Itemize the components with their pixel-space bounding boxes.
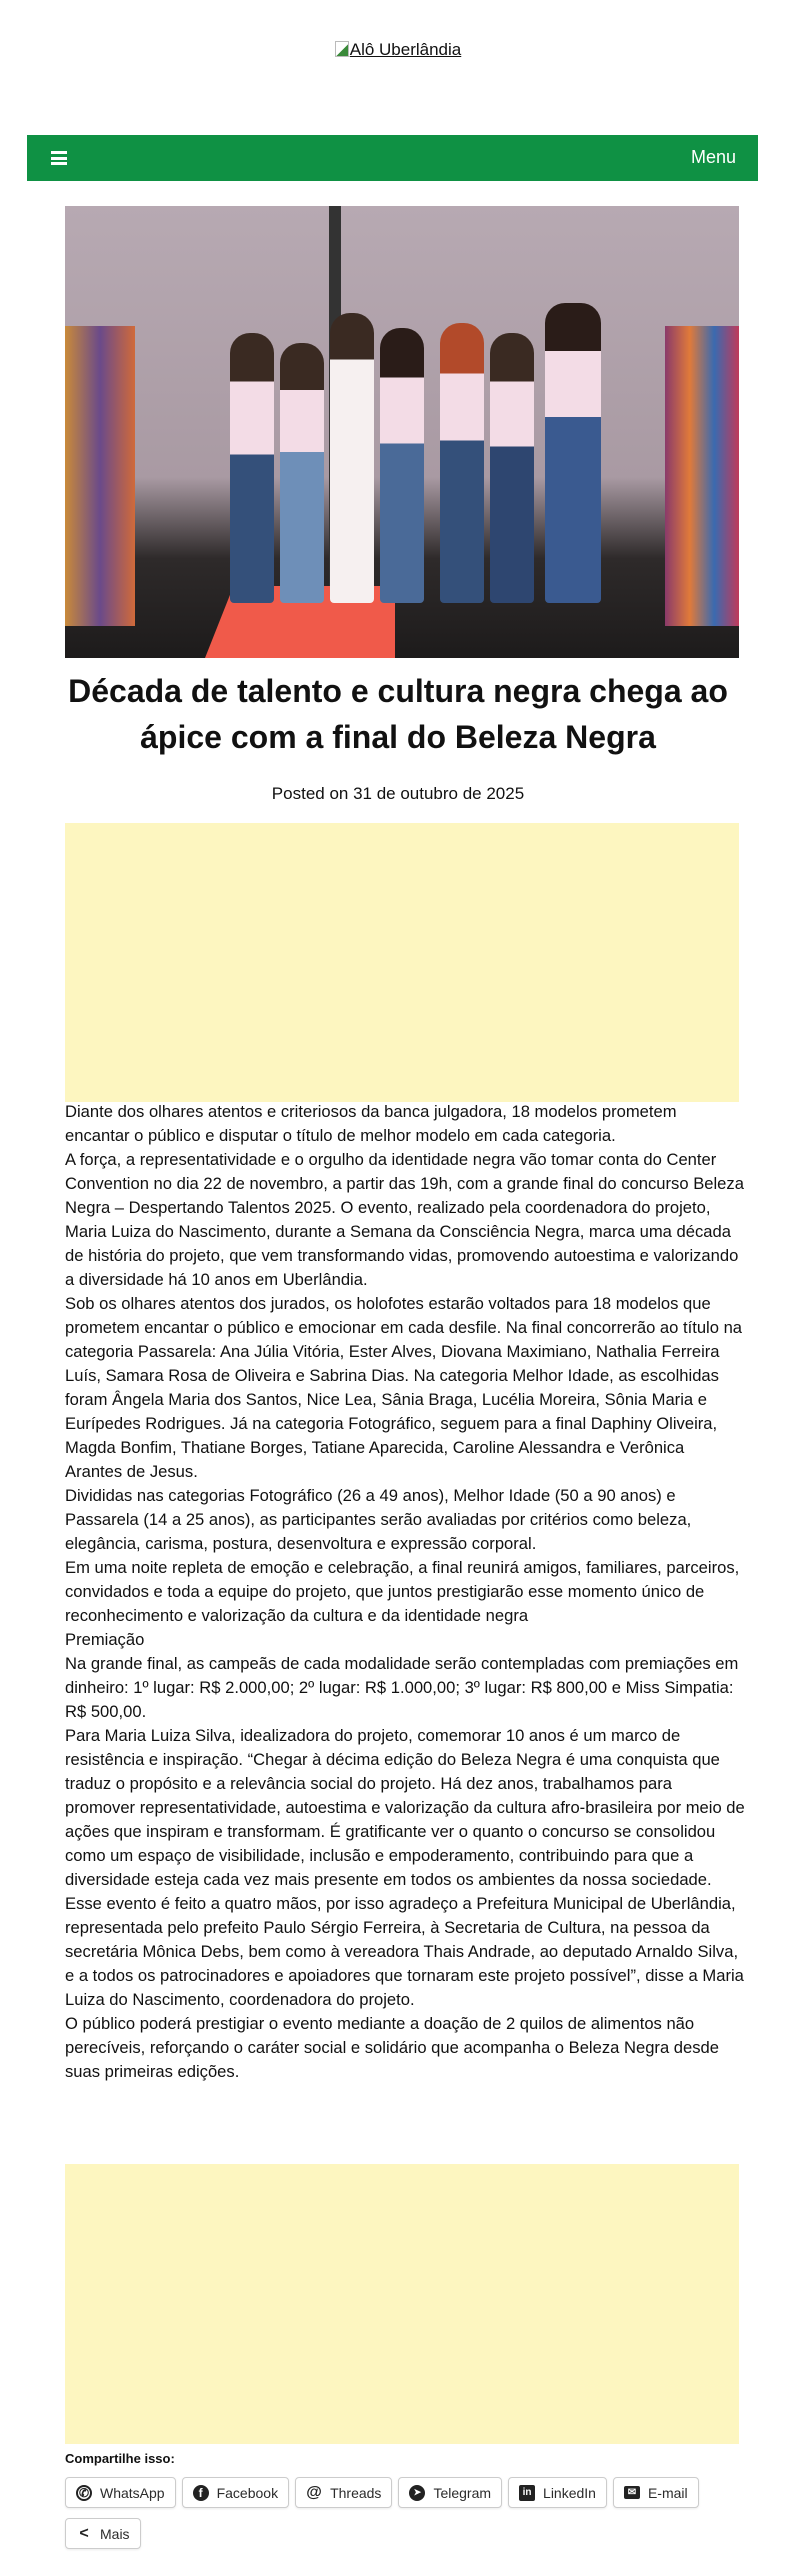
button-label: WhatsApp bbox=[100, 2484, 165, 2501]
share-threads-button[interactable] bbox=[295, 2477, 392, 2508]
hamburger-icon[interactable] bbox=[51, 151, 67, 165]
button-label: Facebook bbox=[216, 2484, 279, 2501]
button-label: LinkedIn bbox=[543, 2484, 596, 2501]
menu-toggle[interactable]: Menu bbox=[690, 147, 736, 167]
button-label: Telegram bbox=[433, 2484, 492, 2501]
paragraph: O público poderá prestigiar o evento mediante a doação de 2 quilos de alimentos não perecíveis, reforçando o caráter social e solidário que acompanha o Beleza Negra desde suas primeiras edições. bbox=[65, 2014, 719, 2081]
featured-image bbox=[65, 206, 739, 658]
main-nav bbox=[27, 135, 758, 181]
paragraph: Na grande final, as campeãs de cada modalidade serão contempladas com premiações em dinheiro: 1º lugar: R$ 2.000,00; 2º lugar: R$ 1.000,00; 3º lugar: R$ 800,00 e Miss Simpatia: R$ 500,00. bbox=[65, 1654, 739, 1721]
ad-slot-bottom[interactable] bbox=[65, 2164, 739, 2444]
paragraph: Sob os olhares atentos dos jurados, os holofotes estarão voltados para 18 modelos que prometem encantar o público e emocionar em cada desfile. Na final concorrerão ao título na categoria Passarela: Ana Júlia Vitória, Ester Alves, Diovana Maximiano, Nathalia Ferreira Luís, Samara Rosa de Oliveira e Sabrina Dias. Na categoria Melhor Idade, as escolhidas foram Ângela Maria dos Santos, Nice Lea, Sânia Braga, Lucélia Moreira, Sônia Maria e Eurípedes Rodrigues. Já na categoria Fotográfico, seguem para a final Daphiny Oliveira, Magda Bonfim, Thatiane Borges, Tatiane Aparecida, Caroline Alessandra e Verônica Arantes de Jesus. bbox=[65, 1294, 743, 1481]
share-telegram-button[interactable] bbox=[398, 2477, 502, 2508]
button-label: Threads bbox=[330, 2484, 382, 2501]
article-body bbox=[65, 1100, 745, 2084]
logo-link[interactable] bbox=[335, 40, 462, 59]
paragraph: Divididas nas categorias Fotográfico (26 a 49 anos), Melhor Idade (50 a 90 anos) e Passarela (14 a 25 anos), as participantes serão avaliadas por critérios como beleza, elegância, carisma, postura, desenvoltura e expressão corporal. bbox=[65, 1486, 692, 1553]
logo-alt-text: Alô Uberlândia bbox=[349, 40, 462, 59]
paragraph: Premiação bbox=[65, 1630, 145, 1649]
email-icon: ✉ bbox=[624, 2486, 640, 2499]
share-label: Compartilhe isso: bbox=[65, 2451, 175, 2466]
paragraph: Em uma noite repleta de emoção e celebração, a final reunirá amigos, familiares, parceiros, convidados e toda a equipe do projeto, que juntos prestigiarão esse momento único de reconhecimento e valorização da cultura e da identidade negra bbox=[65, 1558, 740, 1625]
broken-image-icon bbox=[335, 41, 349, 57]
facebook-icon: f bbox=[193, 2485, 209, 2501]
button-label: Mais bbox=[100, 2525, 130, 2542]
site-logo[interactable] bbox=[0, 40, 796, 60]
paragraph: Para Maria Luiza Silva, idealizadora do projeto, comemorar 10 anos é um marco de resistência e inspiração. “Chegar à décima edição do Beleza Negra é uma conquista que traduz o propósito e a relevância social do projeto. Há dez anos, trabalhamos para promover representatividade, autoestima e valorização da cultura afro-brasileira por meio de ações que inspiram e transformam. É gratificante ver o quanto o concurso se consolidou como um espaço de visibilidade, inclusão e empoderamento, contribuindo para que a diversidade esteja cada vez mais presente em todos os ambientes da nossa sociedade. Esse evento é feito a quatro mãos, por isso agradeço a Prefeitura Municipal de Uberlândia, representada pelo prefeito Paulo Sérgio Ferreira, à Secretaria de Cultura, na pessoa da secretária Mônica Debs, bem como à vereadora Thais Andrade, ao deputado Arnaldo Silva, e a todos os patrocinadores e apoiadores que tornaram este projeto possível”, disse a Maria Luiza do Nascimento, coordenadora do projeto. bbox=[65, 1726, 745, 2009]
button-label: E-mail bbox=[647, 2484, 688, 2501]
share-email-button[interactable] bbox=[613, 2477, 699, 2508]
share-linkedin-button[interactable] bbox=[508, 2477, 607, 2508]
ad-slot-top[interactable] bbox=[65, 823, 739, 1102]
share-facebook-button[interactable] bbox=[182, 2477, 289, 2508]
paragraph: Diante dos olhares atentos e criteriosos da banca julgadora, 18 modelos prometem encantar o público e disputar o título de melhor modelo em cada categoria. bbox=[65, 1102, 677, 1145]
threads-icon: @ bbox=[306, 2483, 322, 2501]
share-more-button[interactable] bbox=[65, 2518, 141, 2549]
post-date: Posted on 31 de outubro de 2025 bbox=[271, 784, 525, 803]
share-whatsapp-button[interactable] bbox=[65, 2477, 176, 2508]
share-icon: < bbox=[76, 2526, 92, 2542]
share-buttons bbox=[65, 2477, 745, 2549]
whatsapp-icon: ✆ bbox=[76, 2485, 92, 2501]
linkedin-icon: in bbox=[519, 2485, 535, 2501]
telegram-icon: ➤ bbox=[409, 2485, 425, 2501]
article-title: Década de talento e cultura negra chega ao ápice com a final do Beleza Negra bbox=[68, 673, 728, 755]
paragraph: A força, a representatividade e o orgulho da identidade negra vão tomar conta do Center Convention no dia 22 de novembro, a partir das 19h, com a grande final do concurso Beleza Negra – Despertando Talentos 2025. O evento, realizado pela coordenadora do projeto, Maria Luiza do Nascimento, durante a Semana da Consciência Negra, marca uma década de história do projeto, que vem transformando vidas, promovendo autoestima e valorizando a diversidade há 10 anos em Uberlândia. bbox=[65, 1150, 744, 1289]
